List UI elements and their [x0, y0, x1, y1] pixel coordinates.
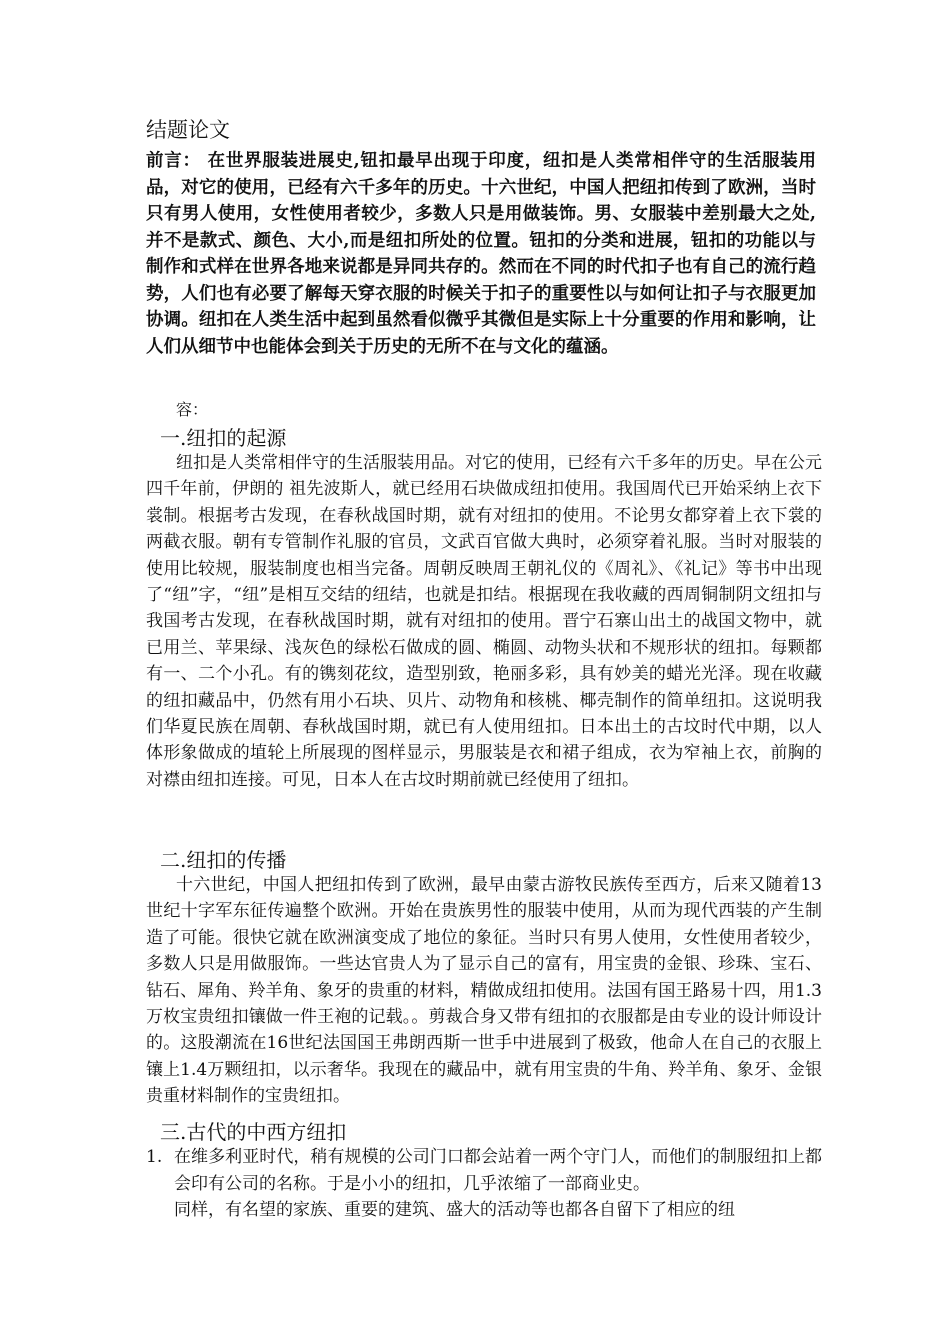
content-label: 容： — [176, 400, 209, 419]
section-paragraph: 十六世纪，中国人把纽扣传到了欧洲，最早由蒙古游牧民族传至西方，后来又随着13世纪十字军东征传遍整个欧洲。开始在贵族男性的服装中使用，从而为现代西装的产生制造了可能。很快它就在欧洲演变成了地位的象征。当时只有男人使用，女性使用者较少，多数人只是用做服饰。一些达官贵人为了显示自己的富有，用宝贵的金银、珍珠、宝石、钻石、犀角、羚羊角、象牙的贵重的材料，精做成纽扣使用。法国有国王路易十四，用1.3万枚宝贵纽扣镶做一件王袍的记载。。剪裁合身又带有纽扣的衣服都是由专业的设计师设计的。这股潮流在16世纪法国国王弗朗西斯一世手中进展到了极致，他命人在自己的衣服上镶上1.4万颗纽扣，以示奢华。我现在的藏品中，就有用宝贵的牛角、羚羊角、象牙、金银贵重材料制作的宝贵纽扣。 — [146, 875, 822, 1107]
section-body-spread — [146, 872, 822, 1110]
preface-paragraph: 前言： 在世界服装进展史,钮扣最早出现于印度，纽扣是人类常相伴守的生活服装用品，对它的使用，已经有六千多年的历史。十六世纪，中国人把纽扣传到了欧洲，当时只有男人使用，女性使用者较少，多数人只是用做装饰。男、女服装中差别最大之处,并不是款式、颜色、大小,而是纽扣所处的位置。钮扣的分类和进展，钮扣的功能以与制作和式样在世界各地来说都是异同共存的。然而在不同的时代扣子也有自己的流行趋势，人们也有必要了解每天穿衣服的时候关于扣子的重要性以与如何让扣子与衣服更加协调。纽扣在人类生活中起到虽然看似微乎其微但是实际上十分重要的作用和影响，让人们从细节中也能体会到关于历史的无所不在与文化的蕴涵。 — [146, 151, 816, 357]
numbered-list — [146, 1144, 822, 1224]
section-heading-ancient: 三.古代的中西方纽扣 — [160, 1120, 347, 1144]
section-heading-origin: 一.纽扣的起源 — [160, 426, 287, 450]
section-paragraph: 纽扣是人类常相伴守的生活服装用品。对它的使用，已经有六千多年的历史。早在公元四千年前，伊朗的 祖先波斯人，就已经用石块做成纽扣使用。我国周代已开始采纳上衣下裳制。根据考古发现，在春秋战国时期，就有对纽扣的使用。不论男女都穿着上衣下裳的两截衣服。朝有专管制作礼服的官员，文武百官做大典时，必须穿着礼服。当时对服装的使用比较规，服装制度也相当完备。周朝反映周王朝礼仪的《周礼》、《礼记》等书中出现了“纽”字，“纽”是相互交结的纽结，也就是扣结。根据现在我收藏的西周铜制阴文纽扣与我国考古发现，在春秋战国时期，就有对纽扣的使用。晋宁石寨山出土的战国文物中，就已用兰、苹果绿、浅灰色的绿松石做成的圆、椭圆、动物头状和不规形状的纽扣。每颗都有一、二个小孔。有的镌刻花纹，造型别致，艳丽多彩，具有妙美的蜡光光泽。现在收藏的纽扣藏品中，仍然有用小石块、贝片、动物角和核桃、椰壳制作的简单纽扣。这说明我们华夏民族在周朝、春秋战国时期，就已有人使用纽扣。日本出土的古坟时代中期，以人体形象做成的埴轮上所展现的图样显示，男服装是衣和裙子组成，衣为窄袖上衣，前胸的对襟由纽扣连接。可见，日本人在古坟时期前就已经使用了纽扣。 — [146, 453, 822, 790]
section-heading-spread: 二.纽扣的传播 — [160, 848, 287, 872]
list-item — [146, 1144, 822, 1224]
page-title: 结题论文 — [146, 118, 230, 142]
list-item-body — [174, 1144, 822, 1224]
list-item-text-continued: 同样，有名望的家族、重要的建筑、盛大的活动等也都各自留下了相应的纽 — [174, 1200, 735, 1220]
list-item-text: 在维多利亚时代，稍有规模的公司门口都会站着一两个守门人，而他们的制服纽扣上都会印有公司的名称。于是小小的纽扣，几乎浓缩了一部商业史。 — [174, 1147, 822, 1194]
section-body-origin — [146, 450, 822, 793]
list-marker: 1. — [146, 1147, 163, 1167]
